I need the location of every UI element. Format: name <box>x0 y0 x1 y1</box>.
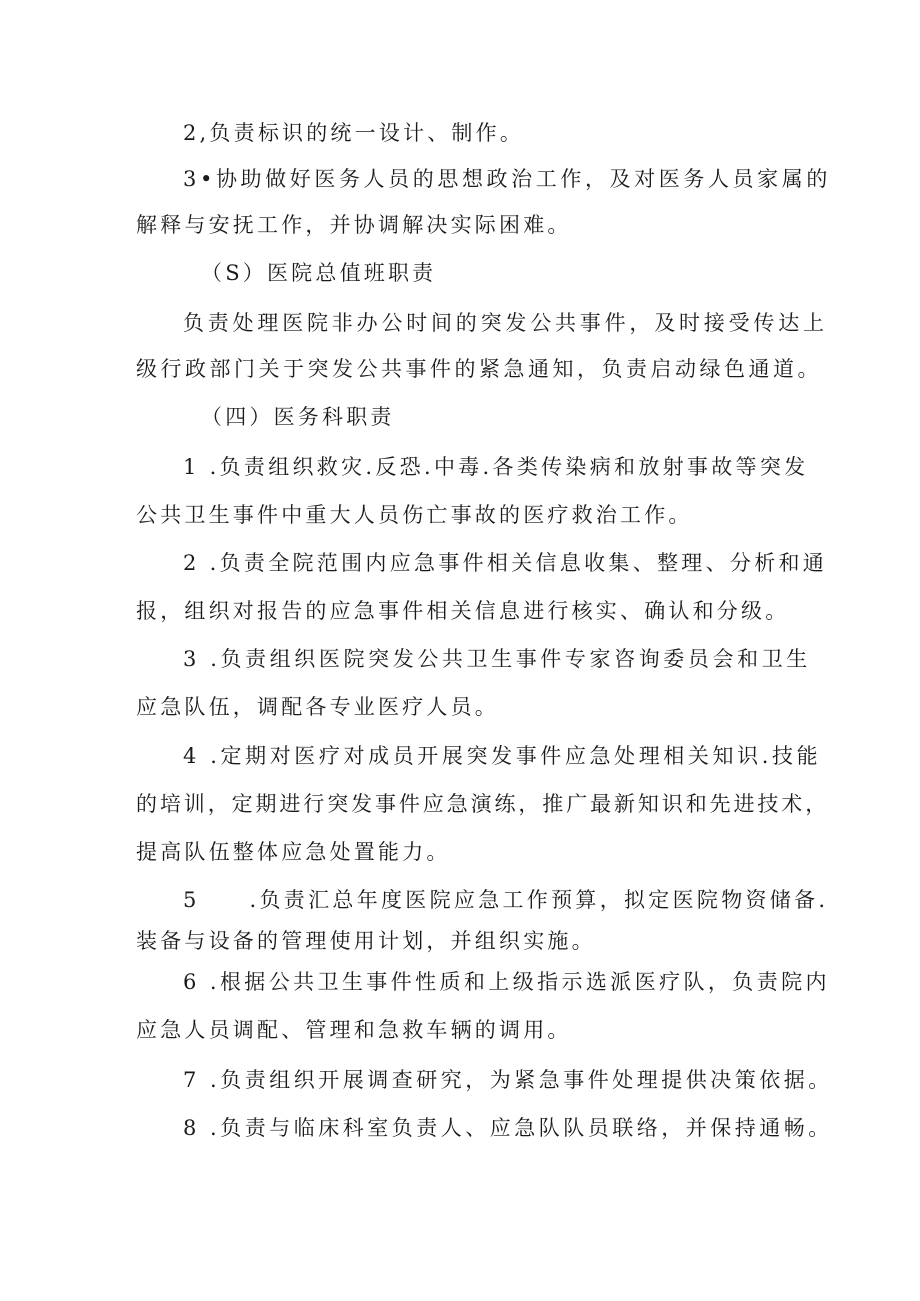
text-line-ma-item-1: 1 .负责组织救灾.反恐.中毒.各类传染病和放射事故等突发 <box>183 455 809 479</box>
text-line-ma-item-1-cont: 公共卫生事件中重大人员伤亡事故的医疗救治工作。 <box>136 503 693 527</box>
text-line-item-2: 2,负责标识的统一设计、制作。 <box>183 121 525 145</box>
section-heading-duty-office: （S）医院总值班职责 <box>201 261 437 285</box>
text-line-ma-item-7: 7 .负责组织开展调查研究，为紧急事件处理提供决策依据。 <box>183 1068 833 1092</box>
text-line-ma-item-3-cont: 应急队伍，调配各专业医疗人员。 <box>136 695 499 719</box>
text-line-ma-item-4: 4 .定期对医疗对成员开展突发事件应急处理相关知识.技能 <box>183 744 822 768</box>
text-line-item-3: 3•协助做好医务人员的思想政治工作，及对医务人员家属的 <box>183 167 831 191</box>
text-line-ma-item-4-cont2: 提高队伍整体应急处置能力。 <box>136 840 451 864</box>
text-line-duty-office-cont: 级行政部门关于突发公共事件的紧急通知，负责启动绿色通道。 <box>136 357 822 381</box>
section-heading-medical-affairs: （四）医务科职责 <box>201 405 395 429</box>
text-line-ma-item-4-cont: 的培训，定期进行突发事件应急演练，推广最新知识和先进技术， <box>136 792 830 816</box>
text-line-ma-item-6-cont: 应急人员调配、管理和急救车辆的调用。 <box>136 1018 572 1042</box>
text-line-ma-item-3: 3 .负责组织医院突发公共卫生事件专家咨询委员会和卫生 <box>183 647 811 671</box>
text-line-ma-item-2-cont: 报，组织对报告的应急事件相关信息进行核实、确认和分级。 <box>136 599 790 623</box>
text-line-ma-item-5-cont: 装备与设备的管理使用计划，并组织实施。 <box>136 929 596 953</box>
text-line-ma-item-6: 6 .根据公共卫生事件性质和上级指示选派医疗队，负责院内 <box>183 970 830 994</box>
text-line-duty-office: 负责处理医院非办公时间的突发公共事件，及时接受传达上 <box>183 311 828 335</box>
text-line-ma-item-8: 8 .负责与临床科室负责人、应急队队员联络，并保持通畅。 <box>183 1116 833 1140</box>
text-line-ma-item-5: 5 .负责汇总年度医院应急工作预算，拟定医院物资储备. <box>183 888 829 912</box>
text-line-item-3-cont: 解释与安抚工作，并协调解决实际困难。 <box>136 213 572 237</box>
text-line-ma-item-2: 2 .负责全院范围内应急事件相关信息收集、整理、分析和通 <box>183 551 828 575</box>
